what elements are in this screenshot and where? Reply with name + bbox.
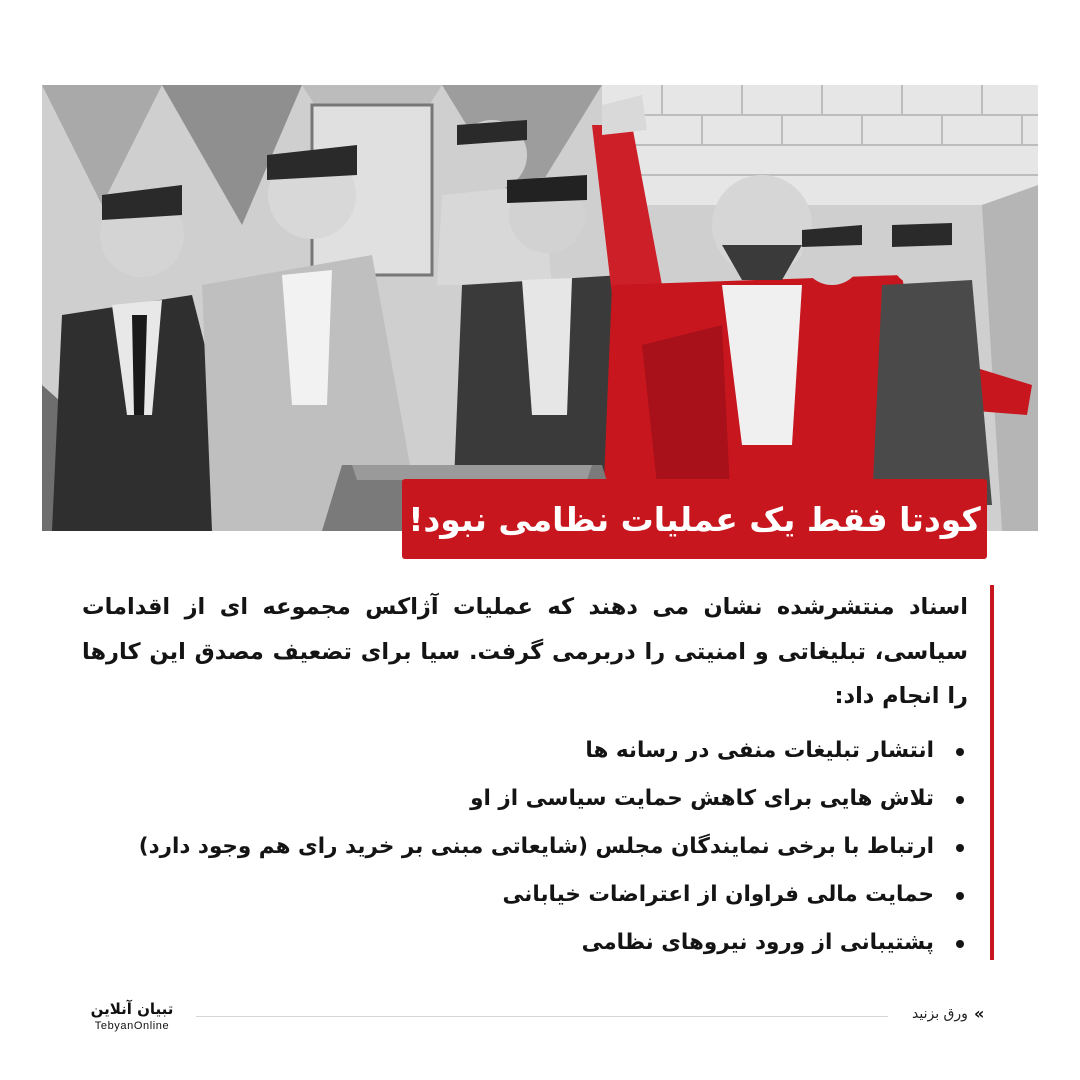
swipe-next-button[interactable] (912, 1003, 984, 1025)
intro-paragraph: اسناد منتشرشده نشان می دهند که عملیات آژاکس مجموعه ای از اقدامات سیاسی، تبلیغاتی و امنیتی را دربرمی گرفت. سیا برای تضعیف مصدق این کارها را انجام داد: (82, 594, 968, 709)
hero-illustration (42, 85, 1038, 531)
headline-banner (402, 479, 987, 559)
hero-illustration-art (42, 85, 1038, 531)
list-item (82, 919, 968, 967)
brand-name-fa: تبیان آنلاین (90, 1000, 174, 1018)
swipe-next-label: ورق بزنید (912, 1006, 968, 1022)
list-item (82, 823, 968, 871)
bullet-list (82, 727, 968, 967)
list-item (82, 727, 968, 775)
bullet-dot-icon (956, 844, 964, 852)
article-body (82, 585, 994, 960)
footer-divider (196, 1016, 888, 1017)
headline: کودتا فقط یک عملیات نظامی نبود! (408, 499, 981, 539)
brand-logo (86, 1000, 178, 1034)
list-item-text: پشتیبانی از ورود نیروهای نظامی (581, 929, 934, 955)
double-chevron-right-icon: » (973, 1004, 985, 1023)
bullet-dot-icon (956, 748, 964, 756)
list-item-text: انتشار تبلیغات منفی در رسانه ها (585, 737, 934, 763)
bullet-dot-icon (956, 940, 964, 948)
list-item-text: حمایت مالی فراوان از اعتراضات خیابانی (502, 881, 934, 907)
list-item (82, 775, 968, 823)
bullet-dot-icon (956, 892, 964, 900)
bullet-dot-icon (956, 796, 964, 804)
list-item-text: تلاش هایی برای کاهش حمایت سیاسی از او (470, 785, 934, 811)
list-item (82, 871, 968, 919)
brand-name-en: TebyanOnline (94, 1020, 170, 1032)
list-item-text: ارتباط با برخی نمایندگان مجلس (شایعاتی مبنی بر خرید رای هم وجود دارد) (138, 833, 934, 859)
